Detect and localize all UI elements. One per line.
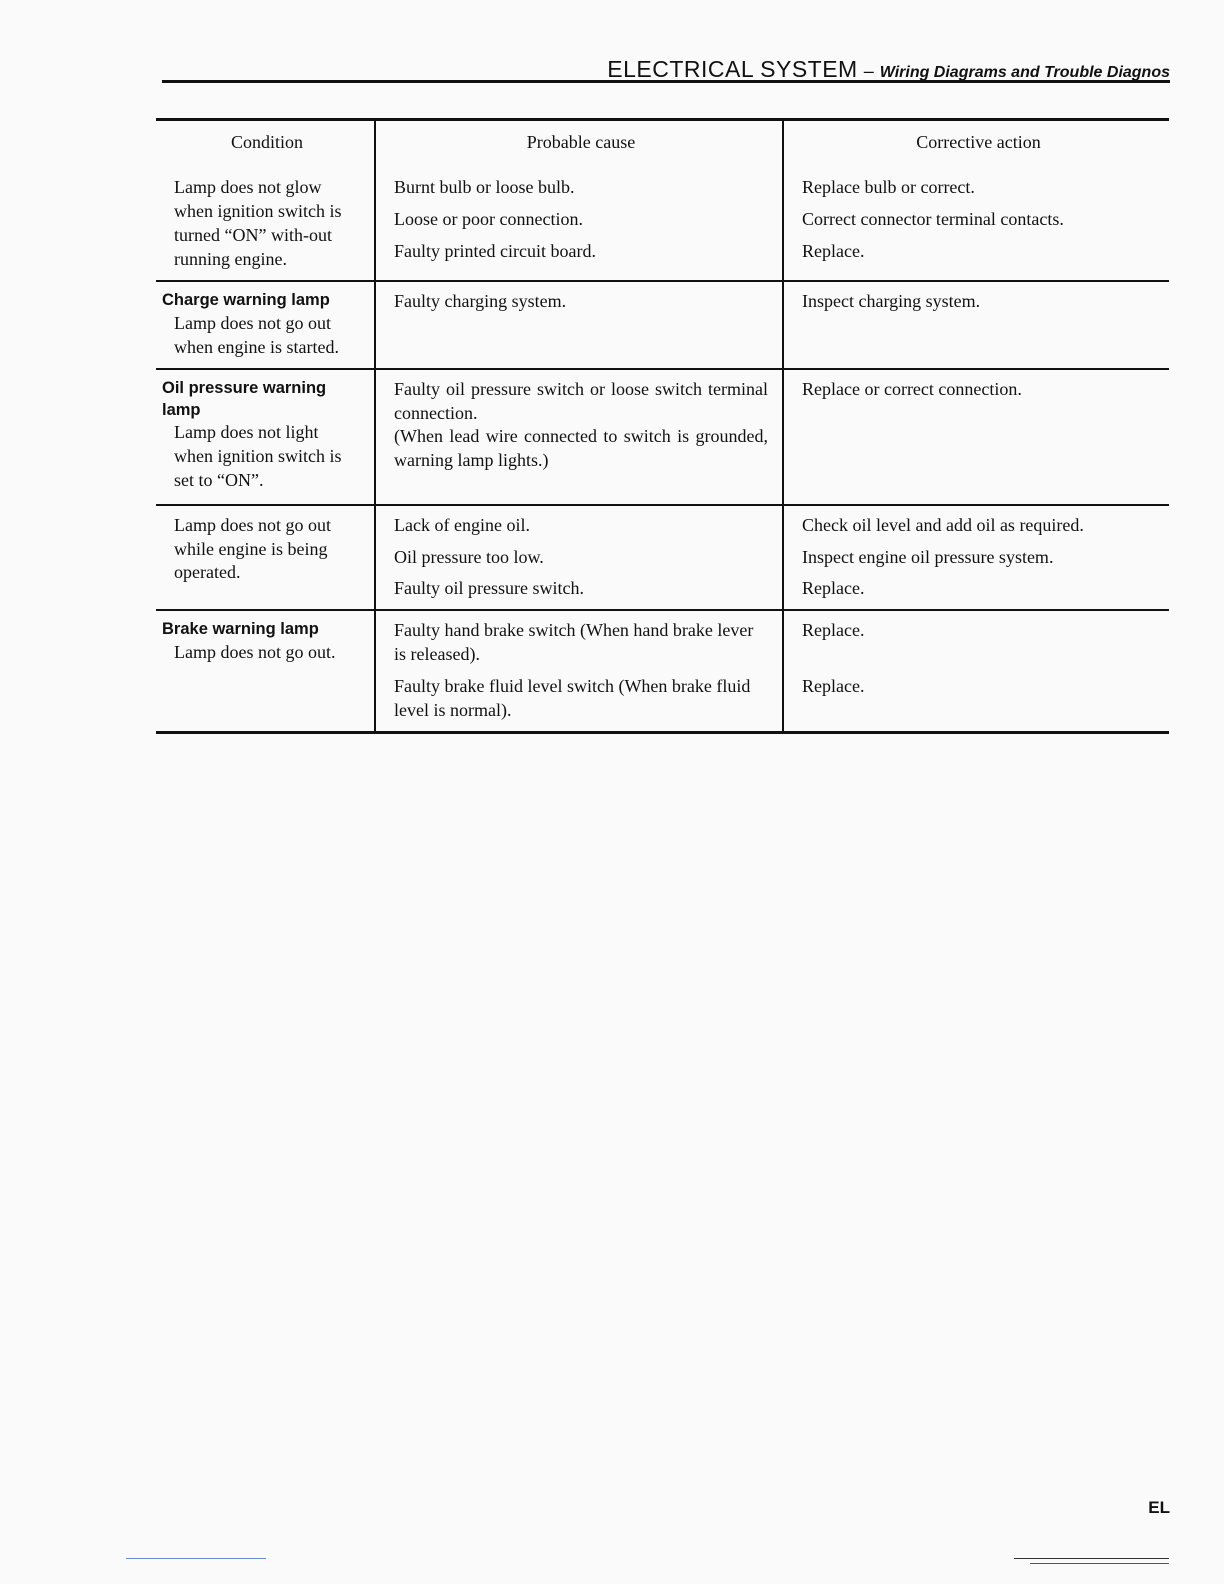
column-header-corrective-action: Corrective action	[783, 120, 1169, 169]
table-row	[156, 168, 1169, 281]
condition-text: Lamp does not go out while engine is being operated.	[174, 514, 331, 583]
cause-cell	[375, 168, 783, 281]
troubleshooting-table	[156, 118, 1169, 734]
page-header	[607, 56, 1170, 83]
action-cell	[783, 505, 1169, 611]
category-label: Charge warning lamp	[162, 290, 330, 309]
cause-text: Faulty printed circuit board.	[394, 240, 596, 261]
action-text: Correct connector terminal contacts.	[802, 208, 1064, 229]
action-text: Replace.	[802, 676, 865, 697]
action-cell	[783, 369, 1169, 505]
cause-cell	[375, 610, 783, 732]
condition-text: Lamp does not go out when engine is started.	[174, 312, 339, 357]
column-header-probable-cause: Probable cause	[375, 120, 783, 169]
cause-cell	[375, 369, 783, 505]
cause-text: (When lead wire connected to switch is grounded, warning lamp lights.)	[394, 426, 768, 471]
condition-text: Lamp does not light when ignition switch is set to “ON”.	[174, 422, 342, 491]
cause-text: Faulty brake fluid level switch (When brake fluid level is normal).	[394, 676, 751, 721]
condition-cell	[156, 505, 375, 611]
action-cell	[783, 168, 1169, 281]
condition-text: Lamp does not glow when ignition switch is turned “ON” with-out running engine.	[174, 177, 342, 269]
header-subtitle: Wiring Diagrams and Trouble Diagnos	[879, 64, 1170, 81]
cause-text: Faulty oil pressure switch.	[394, 578, 584, 599]
action-cell	[783, 281, 1169, 369]
table-row	[156, 610, 1169, 732]
category-label: Brake warning lamp	[162, 620, 319, 639]
header-separator: –	[863, 61, 874, 81]
condition-cell	[156, 610, 375, 732]
action-text: Replace or correct connection.	[802, 378, 1022, 399]
cause-text: Burnt bulb or loose bulb.	[394, 177, 575, 197]
cause-text: Oil pressure too low.	[394, 546, 544, 567]
action-text: Replace.	[802, 620, 865, 641]
category-label: Oil pressure warning lamp	[162, 378, 327, 419]
table-row	[156, 281, 1169, 369]
action-cell	[783, 610, 1169, 732]
cause-cell	[375, 505, 783, 611]
condition-text: Lamp does not go out.	[174, 642, 336, 663]
header-title: ELECTRICAL SYSTEM	[607, 56, 858, 82]
action-text: Replace.	[802, 240, 865, 261]
cause-text: Faulty charging system.	[394, 290, 567, 311]
table-row	[156, 505, 1169, 611]
cause-text: Faulty hand brake switch (When hand brake lever is released).	[394, 620, 754, 665]
action-text: Inspect engine oil pressure system.	[802, 546, 1054, 567]
cause-text: Faulty oil pressure switch or loose switch terminal connection.	[394, 378, 768, 423]
footer-rule	[1014, 1558, 1169, 1559]
action-text: Replace bulb or correct.	[802, 177, 975, 197]
footer-rule-secondary	[1030, 1563, 1169, 1564]
condition-cell	[156, 168, 375, 281]
condition-cell	[156, 369, 375, 505]
cause-text: Loose or poor connection.	[394, 208, 583, 229]
action-text: Inspect charging system.	[802, 290, 981, 311]
section-code: EL	[1148, 1498, 1170, 1517]
action-text: Replace.	[802, 578, 865, 599]
condition-cell	[156, 281, 375, 369]
table-row	[156, 369, 1169, 505]
table-header-row	[156, 120, 1169, 169]
action-text: Check oil level and add oil as required.	[802, 514, 1084, 535]
column-header-condition: Condition	[230, 132, 303, 152]
cause-text: Lack of engine oil.	[394, 514, 530, 535]
cause-cell	[375, 281, 783, 369]
footer-link-rule	[126, 1558, 266, 1559]
